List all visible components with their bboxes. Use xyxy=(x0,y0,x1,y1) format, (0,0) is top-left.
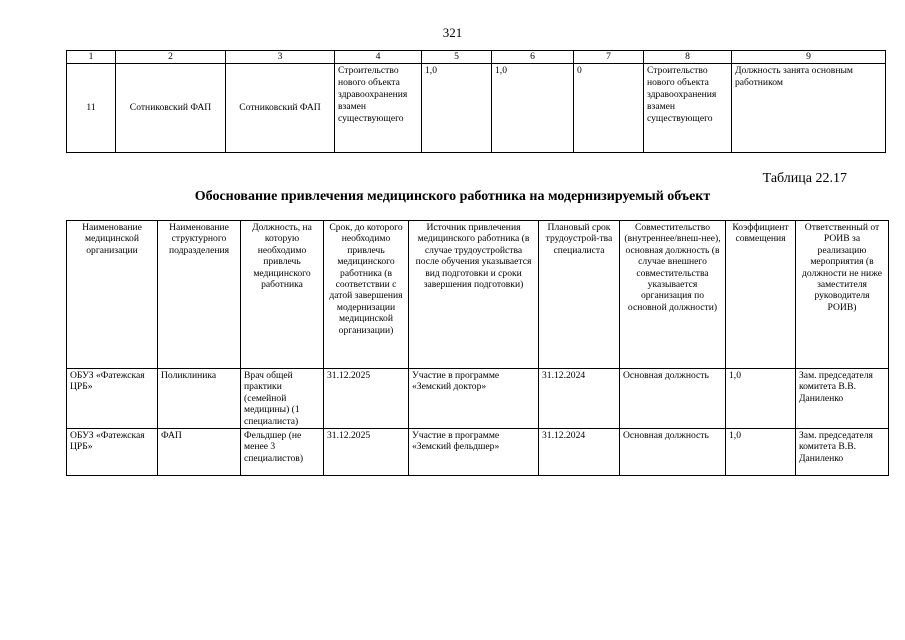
table-cell: Основная должность xyxy=(620,429,726,476)
value-cell: 0 xyxy=(574,64,644,153)
table-row xyxy=(67,369,889,429)
measure-cell: Строительство нового объекта здравоохранения взамен существующего xyxy=(335,64,422,153)
organization-cell: Сотниковский ФАП xyxy=(116,64,226,153)
table-cell: 31.12.2024 xyxy=(539,369,620,429)
column-number: 6 xyxy=(492,51,574,64)
note-cell: Должность занята основным работником xyxy=(732,64,886,153)
column-number: 1 xyxy=(67,51,116,64)
table-cell: 31.12.2024 xyxy=(539,429,620,476)
table-cell: 31.12.2025 xyxy=(324,429,409,476)
table-cell: Участие в программе «Земский доктор» xyxy=(409,369,539,429)
column-number: 3 xyxy=(226,51,335,64)
column-number: 2 xyxy=(116,51,226,64)
measure-cell: Строительство нового объекта здравоохранения взамен существующего xyxy=(644,64,732,153)
header-cell: Наименование медицинской организации xyxy=(67,221,158,369)
header-cell: Ответственный от РОИВ за реализацию мероприятия (в должности не ниже заместителя руководителя РОИВ) xyxy=(796,221,889,369)
header-cell: Наименование структурного подразделения xyxy=(158,221,241,369)
table-label: Таблица 22.17 xyxy=(762,171,847,186)
table-cell: Фельдшер (не менее 3 специалистов) xyxy=(241,429,324,476)
table-cell: ОБУЗ «Фатежская ЦРБ» xyxy=(67,429,158,476)
table-cell: Поликлиника xyxy=(158,369,241,429)
header-row xyxy=(67,221,889,369)
column-number: 4 xyxy=(335,51,422,64)
table-cell: 1,0 xyxy=(726,429,796,476)
page-number: 321 xyxy=(442,25,463,40)
header-cell: Плановый срок трудоустрой-тва специалиста xyxy=(539,221,620,369)
table-row xyxy=(67,429,889,476)
header-cell: Коэффициент совмещения xyxy=(726,221,796,369)
table-cell: Зам. председателя комитета В.В. Даниленко xyxy=(796,369,889,429)
column-number-row xyxy=(67,51,886,64)
header-cell: Срок, до которого необходимо привлечь медицинского работника (в соответствии с датой завершения модернизации медицинской организации) xyxy=(324,221,409,369)
table-cell: 31.12.2025 xyxy=(324,369,409,429)
staffing-table xyxy=(66,220,889,476)
column-number: 7 xyxy=(574,51,644,64)
table-cell: Основная должность xyxy=(620,369,726,429)
row-number-cell: 11 xyxy=(67,64,116,153)
column-number: 5 xyxy=(422,51,492,64)
column-number: 9 xyxy=(732,51,886,64)
header-cell: Источник привлечения медицинского работника (в случае трудоустройства после обучения указывается вид подготовки и сроки завершения подготовки) xyxy=(409,221,539,369)
table-cell: Врач общей практики (семейной медицины) (1 специалиста) xyxy=(241,369,324,429)
continued-table xyxy=(66,50,886,153)
header-cell: Совместительство (внутреннее/внеш-нее), основная должность (в случае внешнего совместительства указывается организация по основной должности) xyxy=(620,221,726,369)
table-cell: ФАП xyxy=(158,429,241,476)
table-row xyxy=(67,64,886,153)
table-title: Обоснование привлечения медицинского работника на модернизируемый объект xyxy=(194,189,711,204)
table-cell: Зам. председателя комитета В.В. Даниленко xyxy=(796,429,889,476)
value-cell: 1,0 xyxy=(492,64,574,153)
header-cell: Должность, на которую необходимо привлечь медицинского работника xyxy=(241,221,324,369)
value-cell: 1,0 xyxy=(422,64,492,153)
subdivision-cell: Сотниковский ФАП xyxy=(226,64,335,153)
table-cell: Участие в программе «Земский фельдшер» xyxy=(409,429,539,476)
column-number: 8 xyxy=(644,51,732,64)
table-cell: ОБУЗ «Фатежская ЦРБ» xyxy=(67,369,158,429)
table-cell: 1,0 xyxy=(726,369,796,429)
